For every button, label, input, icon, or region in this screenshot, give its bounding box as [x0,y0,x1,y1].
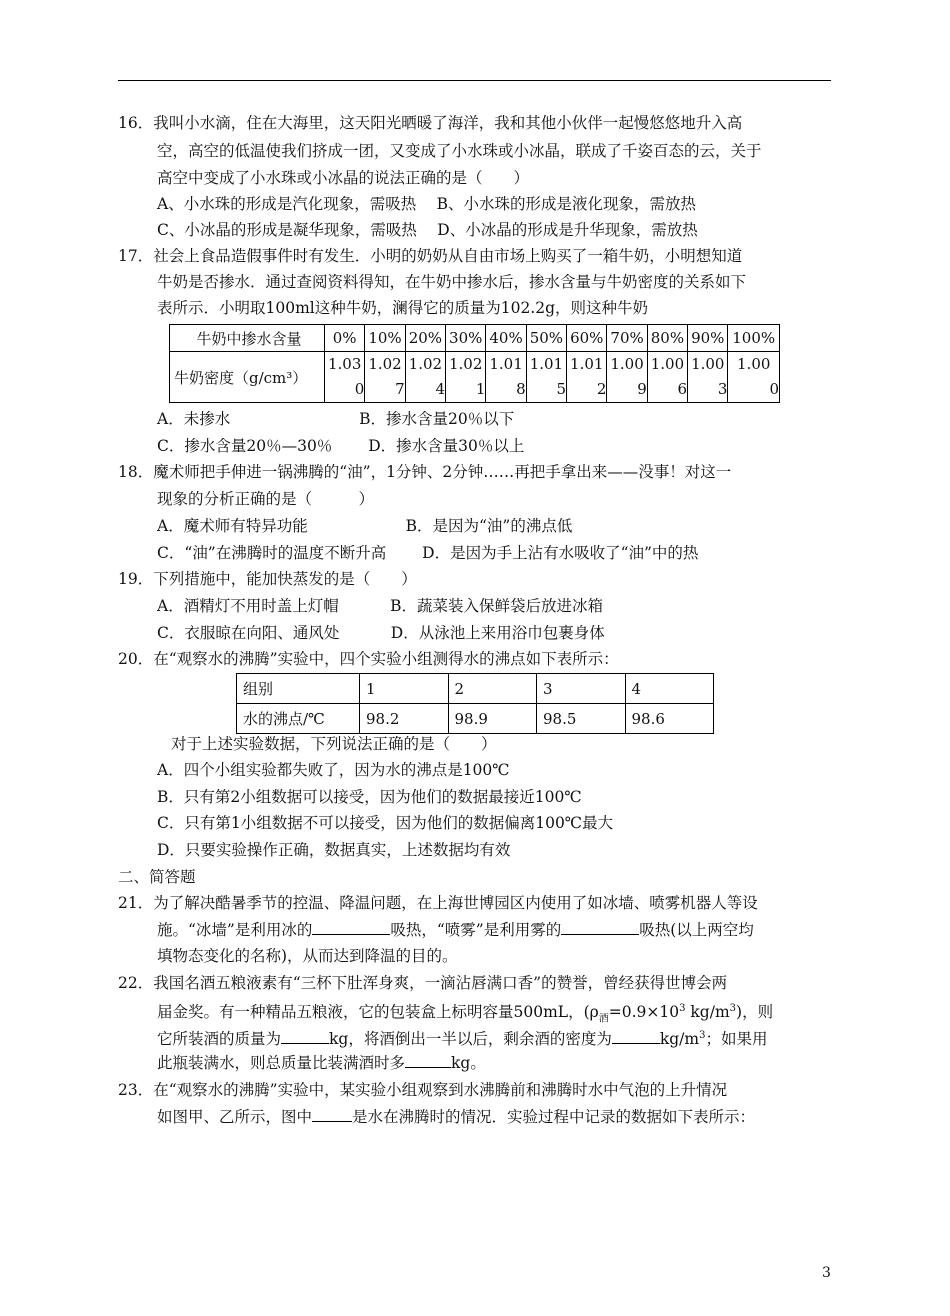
q19-line-1: 19．下列措施中，能加快蒸发的是（ ） [118,570,417,588]
q18-line-2: 现象的分析正确的是（ ） [157,490,375,508]
table-cell: 98.6 [625,704,714,734]
table-cell: 3 [537,674,626,704]
q21-line-2: 施。“冰墙”是利用冰的 吸热，“喷雾”是利用雾的 吸热(以上两空均 [157,921,754,939]
q21-line-1: 21．为了解决酷暑季节的控温、降温问题，在上海世博园区内使用了如冰墙、喷雾机器人等设 [118,894,758,912]
q20-stem: 对于上述实验数据，下列说法正确的是（ ） [171,735,497,753]
section-heading: 二、简答题 [118,868,196,886]
table-row [170,325,780,352]
table-cell: 90% [688,325,728,352]
q22-line-4: 此瓶装满水，则总质量比装满酒时多 kg。 [157,1054,486,1072]
q18-option-ab: A．魔术师有特异功能 B．是因为“油”的沸点低 [157,517,573,535]
page-number: 3 [822,1265,831,1281]
table-cell: 40% [486,325,526,352]
q16-line-2: 空，高空的低温使我们挤成一团，又变成了小水珠或小冰晶，联成了千姿百态的云，关于 [157,142,762,160]
table-cell: 1.00 3 [688,352,728,403]
q20-option-a: A．四个小组实验都失败了，因为水的沸点是100℃ [157,761,510,779]
table-cell: 1.00 0 [728,352,780,403]
table-cell: 1 [360,674,449,704]
q17-line-2: 牛奶是否掺水．通过查阅资料得知，在牛奶中掺水后，掺水含量与牛奶密度的关系如下 [157,273,747,291]
q21-line-3: 填物态变化的名称)，从而达到降温的目的。 [157,947,458,965]
table-cell: 2 [448,674,537,704]
q18-line-1: 18．魔术师把手伸进一锅沸腾的“油”，1分钟、2分钟……再把手拿出来——没事！对这一 [118,463,732,481]
blank [281,1029,329,1044]
q16-line-3: 高空中变成了小水珠或小冰晶的说法正确的是（ ） [157,169,530,187]
table-cell: 组别 [237,674,360,704]
q19-option-cd: C．衣服晾在向阳、通风处 D．从泳池上来用浴巾包裹身体 [157,624,605,642]
q17-option-ab: A．未掺水 B．掺水含量20％以下 [157,410,515,428]
q19-option-ab: A．酒精灯不用时盖上灯帽 B．蔬菜装入保鲜袋后放进冰箱 [157,597,604,615]
q23-line-1: 23．在“观察水的沸腾”实验中，某实验小组观察到水沸腾前和沸腾时水中气泡的上升情况 [118,1081,728,1099]
boiling-point-table [236,673,714,734]
table-cell: 1.00 6 [647,352,687,403]
q17-line-1: 17．社会上食品造假事件时有发生．小明的奶奶从自由市场上购买了一箱牛奶，小明想知道 [118,247,743,265]
blank [312,920,390,935]
blank [612,1029,660,1044]
table-cell: 4 [625,674,714,704]
table-row [237,704,714,734]
q23-line-2: 如图甲、乙所示，图中 是水在沸腾时的情况．实验过程中记录的数据如下表所示： [157,1108,756,1126]
table-cell: 60% [567,325,607,352]
q22-line-1: 22．我国名酒五粮液素有“三杯下肚浑身爽，一滴沾唇满口香”的赞誉，曾经获得世博会两 [118,974,728,992]
q22-line-2: 届金奖。有一种精品五粮液，它的包装盒上标明容量500mL，($\rho_酒=0.9\times 10^3$ $kg/m^3$)，则 [157,1003,774,1025]
table-header-density: 牛奶密度（g/cm³） [170,352,325,403]
header-rule [118,80,831,81]
table-cell: 1.02 1 [446,352,486,403]
table-row [170,352,780,403]
q16-line-1: 16．我叫小水滴，住在大海里，这天阳光晒暖了海洋，我和其他小伙伴一起慢悠悠地升入高 [118,114,743,132]
q20-option-b: B．只有第2小组数据可以接受，因为他们的数据最接近100℃ [157,788,582,806]
q22-line-3: 它所装酒的质量为 kg，将酒倒出一半以后，剩余酒的密度为 $kg/m^3$；如果用 [157,1030,768,1049]
q16-option-ab: A、小水珠的形成是汽化现象，需吸热 B、小水珠的形成是液化现象，需放热 [157,195,697,213]
table-cell: 1.00 9 [607,352,647,403]
table-cell: 1.01 8 [486,352,526,403]
table-cell: 98.9 [448,704,537,734]
q20-option-d: D．只要实验操作正确，数据真实，上述数据均有效 [157,841,511,859]
table-header-water-content: 牛奶中掺水含量 [170,325,325,352]
table-cell: 10% [365,325,405,352]
table-cell: 70% [607,325,647,352]
table-cell: 98.2 [360,704,449,734]
table-row [237,674,714,704]
table-cell: 1.01 2 [567,352,607,403]
table-cell: 水的沸点/℃ [237,704,360,734]
q17-line-3: 表所示．小明取100ml这种牛奶，澜得它的质量为102.2g，则这种牛奶 [157,299,649,317]
table-cell: 1.01 5 [526,352,566,403]
q18-option-cd: C．“油”在沸腾时的温度不断升高 D．是因为手上沾有水吸收了“油”中的热 [157,544,699,562]
table-cell: 1.02 7 [365,352,405,403]
table-cell: 20% [405,325,445,352]
table-cell: 1.03 0 [325,352,365,403]
table-cell: 50% [526,325,566,352]
table-cell: 0% [325,325,365,352]
blank [405,1053,451,1068]
q20-line-1: 20．在“观察水的沸腾”实验中，四个实验小组测得水的沸点如下表所示： [118,650,619,668]
milk-density-table [169,324,780,403]
table-cell: 30% [446,325,486,352]
table-cell: 98.5 [537,704,626,734]
blank [561,920,639,935]
table-cell: 80% [647,325,687,352]
q17-option-cd: C．掺水含量20％—30％ D．掺水含量30％以上 [157,437,525,455]
q20-option-c: C．只有第1小组数据不可以接受，因为他们的数据偏离100℃最大 [157,814,614,832]
table-cell: 100% [728,325,780,352]
blank [312,1107,352,1122]
table-cell: 1.02 4 [405,352,445,403]
q16-option-cd: C、小冰晶的形成是凝华现象，需吸热 D、小冰晶的形成是升华现象，需放热 [157,221,698,239]
